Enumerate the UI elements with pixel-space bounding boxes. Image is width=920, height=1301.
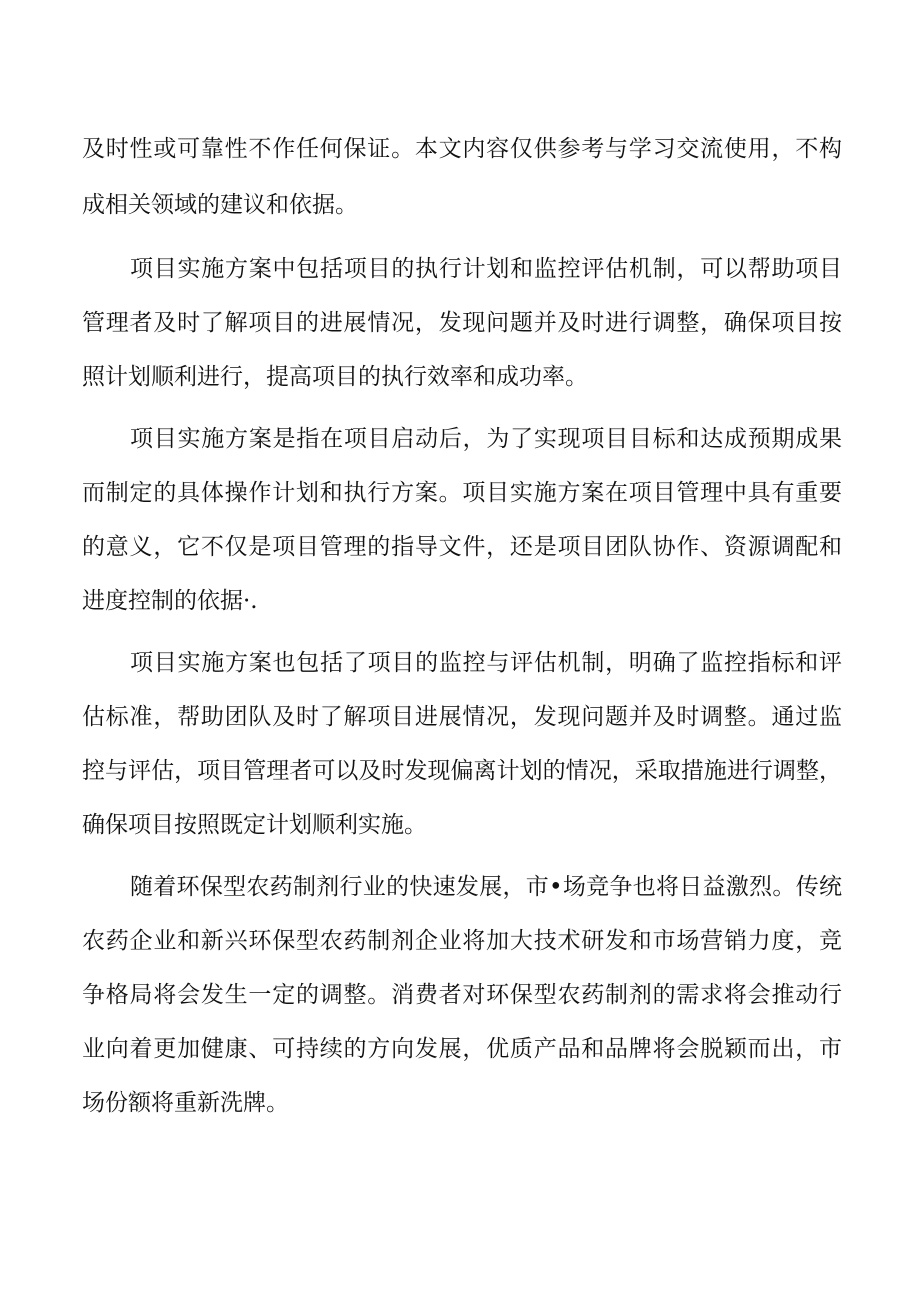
paragraph-implementation-definition-line-4: 进度控制的依据·.	[82, 588, 258, 614]
paragraph-implementation-monitoring-line-2: 管理者及时了解项目的进展情况，发现问题并及时进行调整，确保项目按	[82, 310, 842, 336]
paragraph-market-competition-line-5: 场份额将重新洗牌。	[82, 1090, 289, 1116]
paragraph-market-competition-line-3: 争格局将会发生一定的调整。消费者对环保型农药制剂的需求将会推动行	[82, 982, 842, 1008]
paragraph-market-competition-line-4: 业向着更加健康、可持续的方向发展，优质产品和品牌将会脱颖而出，市	[82, 1036, 842, 1062]
paragraph-monitoring-evaluation-line-1: 项目实施方案也包括了项目的监控与评估机制，明确了监控指标和评	[130, 650, 842, 676]
paragraph-implementation-definition-line-3: 的意义，它不仅是项目管理的指导文件，还是项目团队协作、资源调配和	[82, 534, 842, 560]
paragraph-implementation-definition-line-1: 项目实施方案是指在项目启动后，为了实现项目目标和达成预期成果	[130, 426, 842, 452]
paragraph-monitoring-evaluation-line-2: 估标准，帮助团队及时了解项目进展情况，发现问题并及时调整。通过监	[82, 704, 842, 730]
paragraph-implementation-monitoring-line-3: 照计划顺利进行，提高项目的执行效率和成功率。	[82, 364, 588, 390]
paragraph-market-competition-line-1: 随着环保型农药制剂行业的快速发展，市•场竞争也将日益激烈。传统	[130, 874, 842, 900]
paragraph-market-competition-line-2: 农药企业和新兴环保型农药制剂企业将加大技术研发和市场营销力度，竞	[82, 928, 842, 954]
paragraph-disclaimer-line-1: 及时性或可靠性不作任何保证。本文内容仅供参考与学习交流使用，不构	[82, 136, 842, 162]
paragraph-monitoring-evaluation-line-4: 确保项目按照既定计划顺利实施。	[82, 812, 427, 838]
paragraph-implementation-monitoring-line-1: 项目实施方案中包括项目的执行计划和监控评估机制，可以帮助项目	[130, 256, 842, 282]
paragraph-implementation-definition-line-2: 而制定的具体操作计划和执行方案。项目实施方案在项目管理中具有重要	[82, 480, 842, 506]
paragraph-disclaimer-line-2: 成相关领域的建议和依据。	[82, 192, 358, 218]
paragraph-monitoring-evaluation-line-3: 控与评估，项目管理者可以及时发现偏离计划的情况，采取措施进行调整，	[82, 758, 842, 784]
